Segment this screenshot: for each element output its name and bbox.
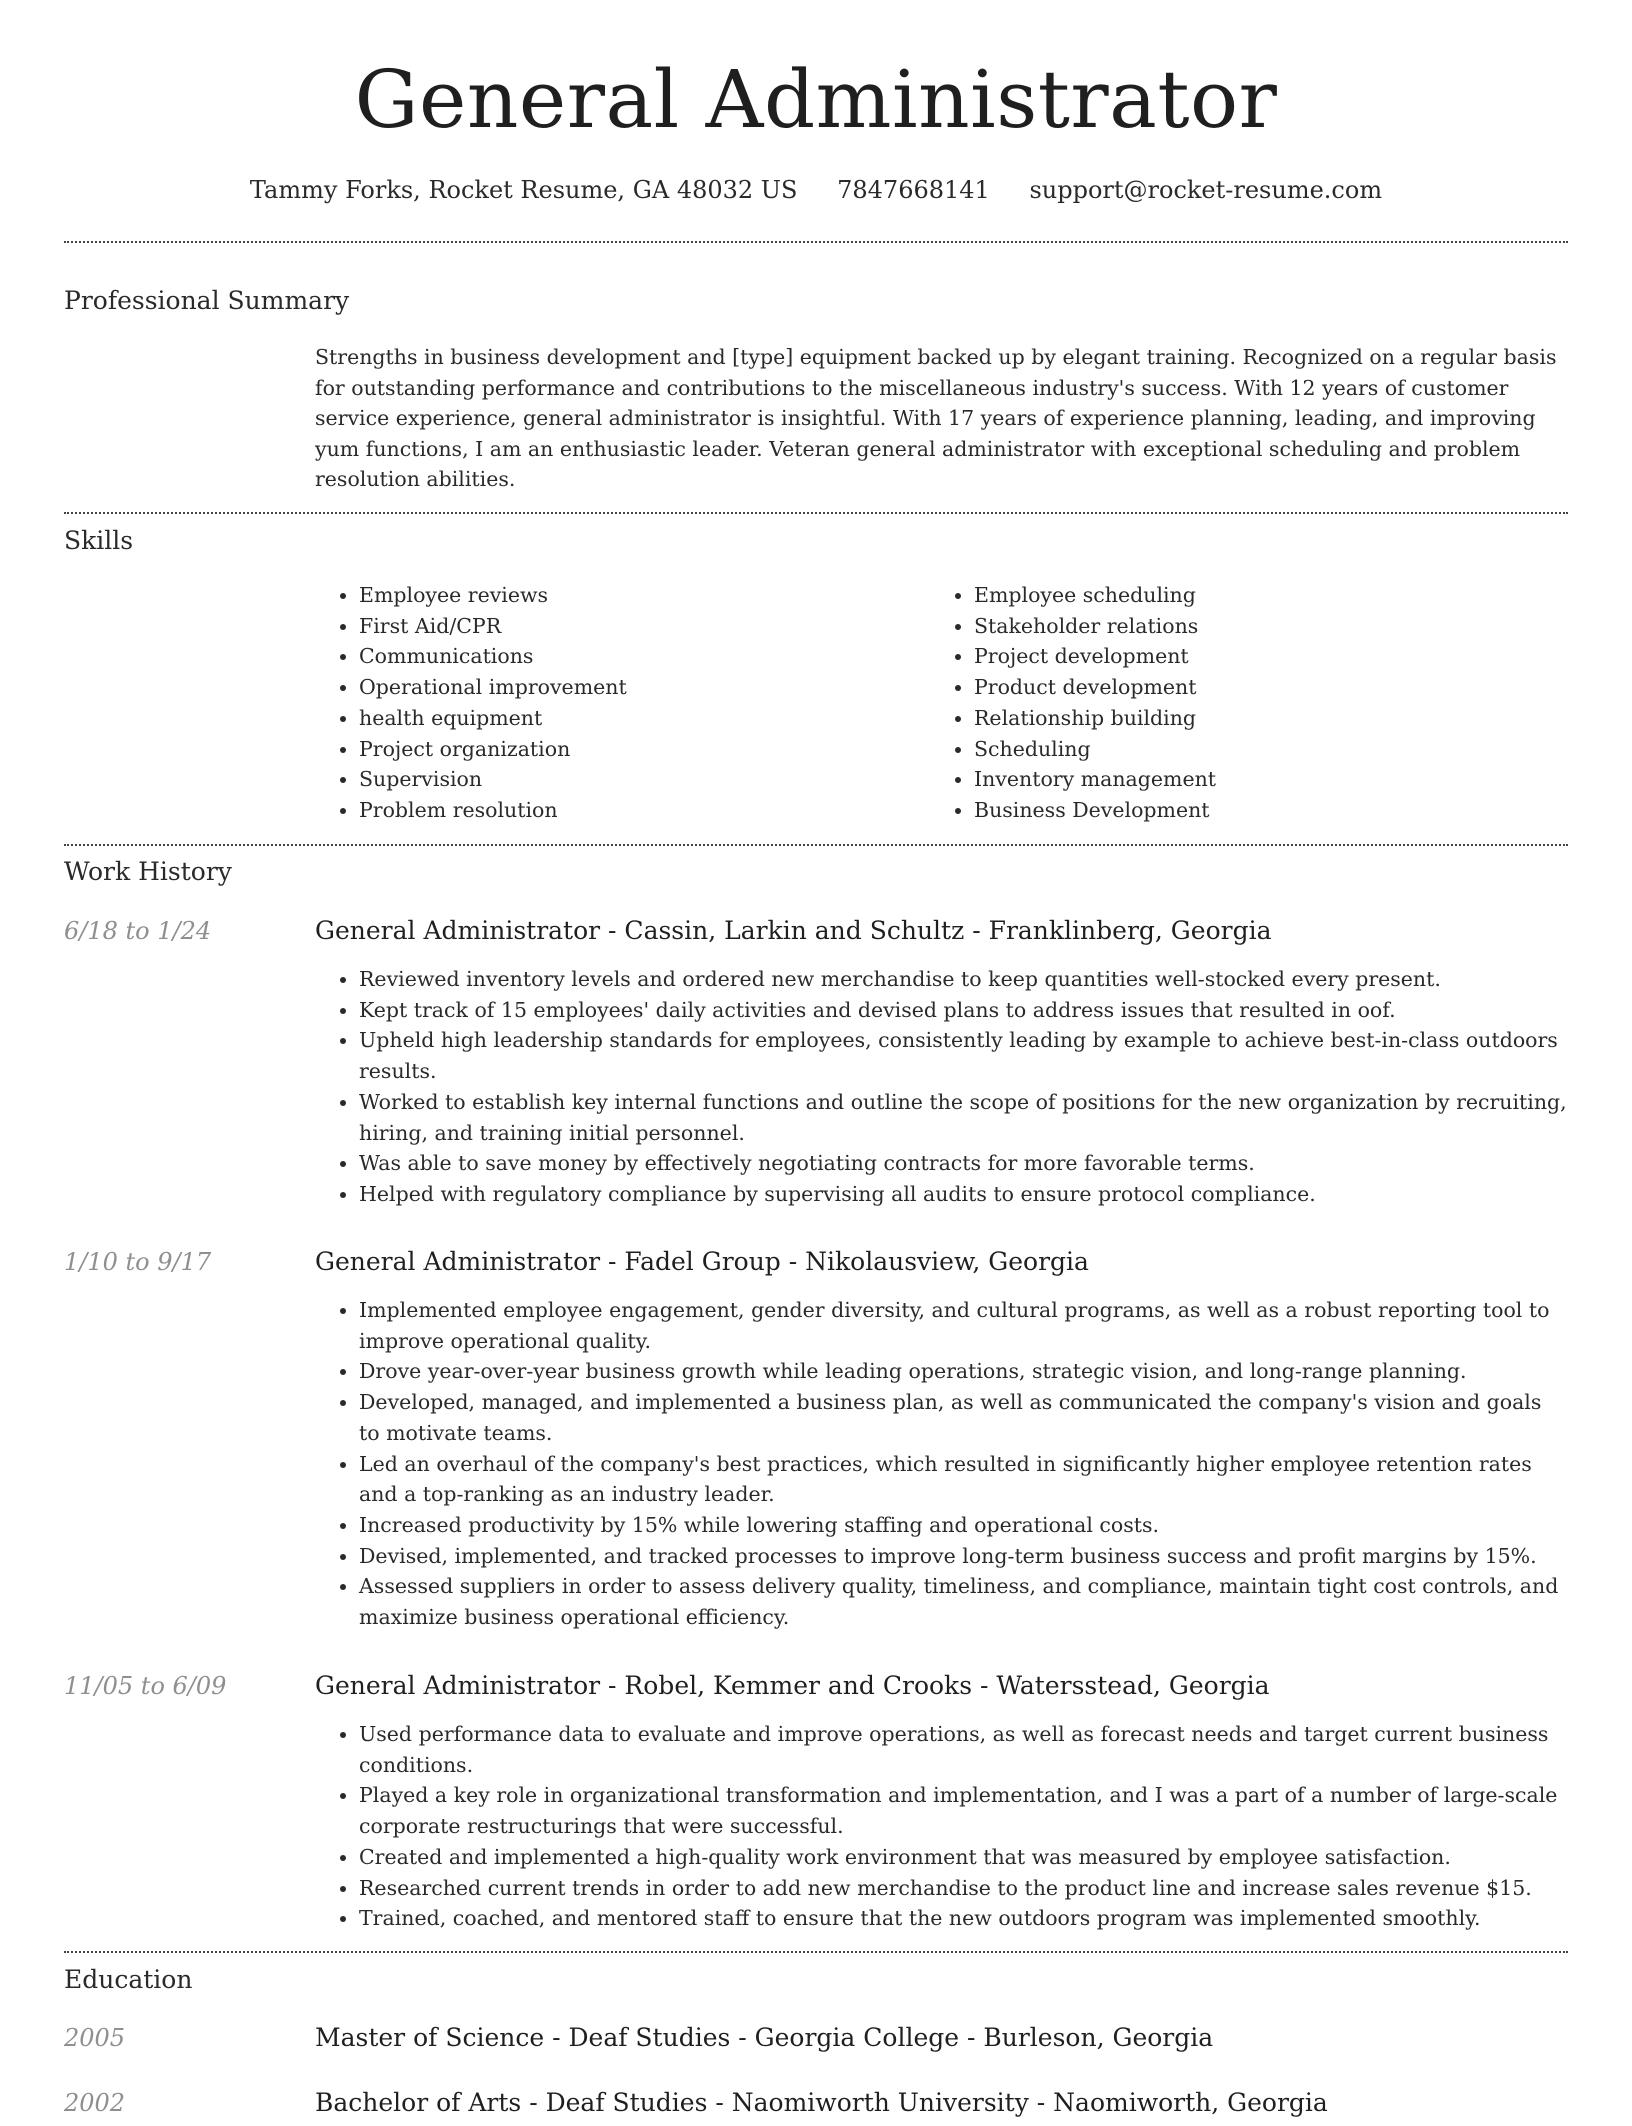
job-bullet: • Assessed suppliers in order to assess delivery quality, timeliness, and compliance, maintain tight cost controls, and maximize business operational efficiency. bbox=[359, 1571, 1568, 1632]
contact-line bbox=[0, 170, 1632, 210]
skill-item: • Employee scheduling bbox=[974, 580, 1530, 611]
contact-address: Tammy Forks, Rocket Resume, GA 48032 US bbox=[249, 176, 798, 204]
job-bullet: • Implemented employee engagement, gender diversity, and cultural programs, as well as a robust reporting tool to improve operational quality. bbox=[359, 1295, 1568, 1356]
education-heading: Education bbox=[64, 1965, 193, 1994]
education-degree: Master of Science - Deaf Studies - Georgia College - Burleson, Georgia bbox=[315, 2023, 1214, 2052]
skill-item: • Operational improvement bbox=[359, 672, 915, 703]
education-year: 2002 bbox=[64, 2089, 126, 2117]
job-bullet: • Upheld high leadership standards for employees, consistently leading by example to achieve best-in-class outdoors results. bbox=[359, 1025, 1568, 1086]
skills-heading: Skills bbox=[64, 526, 134, 555]
skill-item: • Supervision bbox=[359, 764, 915, 795]
education-entry bbox=[64, 2086, 1568, 2126]
job-bullet: • Reviewed inventory levels and ordered new merchandise to keep quantities well-stocked every present. bbox=[359, 964, 1568, 995]
skill-item: • Project organization bbox=[359, 734, 915, 765]
skill-item: • Communications bbox=[359, 641, 915, 672]
job-dates: 11/05 to 6/09 bbox=[64, 1672, 227, 1700]
job-dates: 6/18 to 1/24 bbox=[64, 917, 212, 945]
education-year: 2005 bbox=[64, 2024, 126, 2052]
work-history-heading: Work History bbox=[64, 857, 232, 886]
job-bullet: • Created and implemented a high-quality work environment that was measured by employee satisfaction. bbox=[359, 1842, 1568, 1873]
job-bullet: • Played a key role in organizational transformation and implementation, and I was a part of a number of large-scale corporate restructurings that were successful. bbox=[359, 1780, 1568, 1841]
skill-item: • Project development bbox=[974, 641, 1530, 672]
section-divider bbox=[64, 1951, 1568, 1953]
skill-item: • Business Development bbox=[974, 795, 1530, 826]
job-bullet: • Devised, implemented, and tracked processes to improve long-term business success and profit margins by 15%. bbox=[359, 1541, 1568, 1572]
job-title: General Administrator - Fadel Group - Nikolausview, Georgia bbox=[315, 1247, 1089, 1276]
skill-item: • First Aid/CPR bbox=[359, 611, 915, 642]
contact-email: support@rocket-resume.com bbox=[1029, 176, 1383, 204]
skill-item: • Stakeholder relations bbox=[974, 611, 1530, 642]
job-bullet: • Was able to save money by effectively negotiating contracts for more favorable terms. bbox=[359, 1148, 1568, 1179]
skill-item: • Scheduling bbox=[974, 734, 1530, 765]
skill-item: • Problem resolution bbox=[359, 795, 915, 826]
education-entry bbox=[64, 2021, 1568, 2061]
contact-phone: 7847668141 bbox=[837, 176, 990, 204]
job-bullet: • Developed, managed, and implemented a business plan, as well as communicated the company's vision and goals to motivate teams. bbox=[359, 1387, 1568, 1448]
skill-item: • Relationship building bbox=[974, 703, 1530, 734]
summary-heading: Professional Summary bbox=[64, 286, 350, 315]
skill-item: • health equipment bbox=[359, 703, 915, 734]
job-bullet: • Led an overhaul of the company's best practices, which resulted in significantly higher employee retention rates and a top-ranking as an industry leader. bbox=[359, 1449, 1568, 1510]
job-bullet: • Used performance data to evaluate and improve operations, as well as forecast needs and target current business conditions. bbox=[359, 1719, 1568, 1780]
section-divider bbox=[64, 241, 1568, 243]
job-bullet: • Increased productivity by 15% while lowering staffing and operational costs. bbox=[359, 1510, 1568, 1541]
job-bullet: • Helped with regulatory compliance by supervising all audits to ensure protocol compliance. bbox=[359, 1179, 1568, 1210]
summary-text: Strengths in business development and [type] equipment backed up by elegant training. Recognized on a regular basis for outstanding performance and contributions to the miscellaneous industry's success. With 12 years of customer service experience, general administrator is insightful. With 17 years of experience planning, leading, and improving yum functions, I am an enthusiastic leader. Veteran general administrator with exceptional scheduling and problem resolution abilities. bbox=[315, 345, 1557, 491]
job-bullet: • Researched current trends in order to add new merchandise to the product line and increase sales revenue $15. bbox=[359, 1873, 1568, 1904]
skill-item: • Employee reviews bbox=[359, 580, 915, 611]
skills-right-column bbox=[930, 580, 1530, 826]
job-bullet: • Drove year-over-year business growth while leading operations, strategic vision, and long-range planning. bbox=[359, 1356, 1568, 1387]
education-degree: Bachelor of Arts - Deaf Studies - Naomiworth University - Naomiworth, Georgia bbox=[315, 2088, 1328, 2117]
skill-item: • Product development bbox=[974, 672, 1530, 703]
skill-item: • Inventory management bbox=[974, 764, 1530, 795]
job-bullet: • Trained, coached, and mentored staff to ensure that the new outdoors program was implemented smoothly. bbox=[359, 1903, 1568, 1934]
job-bullet: • Worked to establish key internal functions and outline the scope of positions for the new organization by recruiting, hiring, and training initial personnel. bbox=[359, 1087, 1568, 1148]
skills-left-column bbox=[315, 580, 915, 826]
job-bullet: • Kept track of 15 employees' daily activities and devised plans to address issues that resulted in oof. bbox=[359, 995, 1568, 1026]
job-title: General Administrator - Robel, Kemmer and Crooks - Watersstead, Georgia bbox=[315, 1671, 1270, 1700]
job-title: General Administrator - Cassin, Larkin and Schultz - Franklinberg, Georgia bbox=[315, 916, 1272, 945]
page-title: General Administrator bbox=[354, 53, 1278, 146]
section-divider bbox=[64, 844, 1568, 846]
section-divider bbox=[64, 512, 1568, 514]
job-dates: 1/10 to 9/17 bbox=[64, 1248, 212, 1276]
